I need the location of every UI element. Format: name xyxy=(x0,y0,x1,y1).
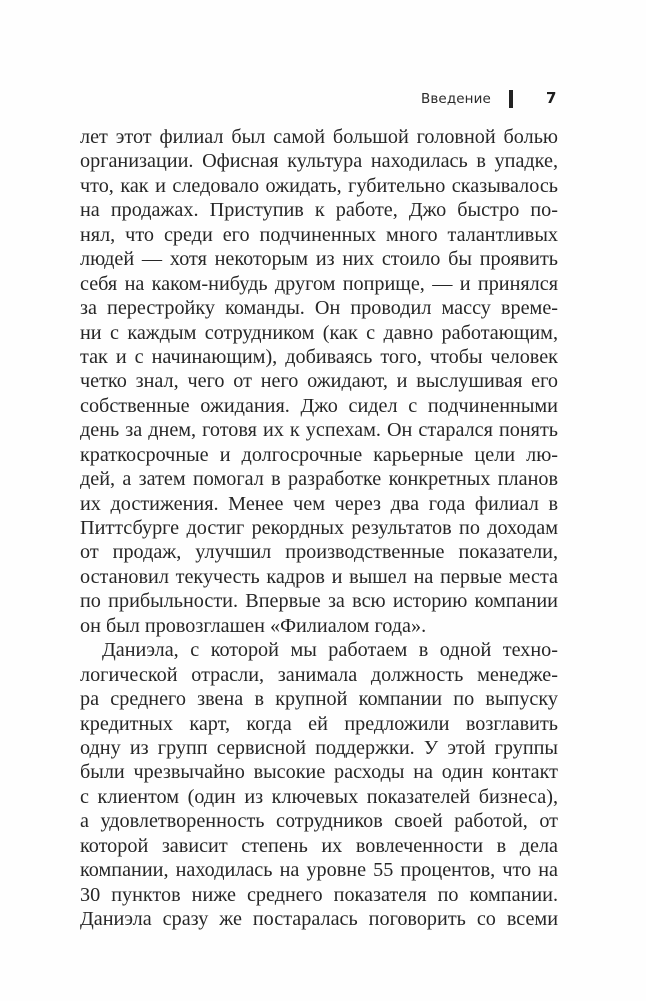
text-line: ра среднего звена в крупной компании по выпуску xyxy=(80,688,558,711)
text-line: от продаж, улучшил производственные показатели, xyxy=(80,541,558,564)
text-line: Даниэла, с которой мы работаем в одной техно- xyxy=(102,639,558,662)
text-line: а удовлетворенность сотрудников своей работой, от xyxy=(80,810,558,833)
text-line: так и с начинающим), добиваясь того, чтобы человек xyxy=(80,345,558,368)
header-divider-bar xyxy=(509,90,513,108)
text-line: себя на каком-нибудь другом поприще, — и принялся xyxy=(80,272,558,295)
text-line: логической отрасли, занимала должность менедже- xyxy=(80,663,558,686)
text-line: по прибыльности. Впервые за всю историю компании xyxy=(80,590,558,613)
text-line: Питтсбурге достиг рекордных результатов по доходам xyxy=(80,517,558,539)
text-line: день за днем, готовя их к успехам. Он старался понять xyxy=(80,419,558,442)
text-line: за перестройку команды. Он проводил массу време- xyxy=(80,297,558,320)
text-line: организации. Офисная культура находилась в упадке, xyxy=(80,150,558,173)
text-line: были чрезвычайно высокие расходы на один контакт xyxy=(80,761,558,784)
text-line: нял, что среди его подчиненных много талантливых xyxy=(80,223,558,246)
text-line: остановил текучесть кадров и вышел на первые места xyxy=(80,565,558,588)
paragraph-2 xyxy=(80,638,558,931)
text-line: на продажах. Приступив к работе, Джо быстро по- xyxy=(80,199,558,222)
text-line: лет этот филиал был самой большой головной болью xyxy=(80,126,558,148)
text-line: четко знал, чего от него ожидают, и выслушивая его xyxy=(80,370,558,393)
paragraph-1 xyxy=(80,125,558,638)
text-line: их достижения. Менее чем через два года филиал в xyxy=(80,492,558,515)
text-line: он был провозглашен «Филиалом года». xyxy=(80,614,427,637)
text-line: кредитных карт, когда ей предложили возглавить xyxy=(80,712,558,735)
text-line: краткосрочные и долгосрочные карьерные цели лю- xyxy=(80,443,558,466)
section-title: Введение xyxy=(421,91,491,107)
running-head xyxy=(0,88,646,112)
text-line: Даниэла сразу же постаралась поговорить со всеми xyxy=(80,908,558,930)
text-line: с клиентом (один из ключевых показателей бизнеса), xyxy=(80,785,558,808)
page-number: 7 xyxy=(546,89,557,107)
text-line: компании, находилась на уровне 55 процентов, что на xyxy=(80,859,558,882)
text-line: ни с каждым сотрудником (как с давно работающим, xyxy=(80,321,558,344)
body-text xyxy=(80,125,558,931)
text-line: дей, а затем помогал в разработке конкретных планов xyxy=(80,468,558,491)
text-line: 30 пунктов ниже среднего показателя по компании. xyxy=(80,883,558,906)
text-line: людей — хотя некоторым из них стоило бы проявить xyxy=(80,248,558,271)
text-line: одну из групп сервисной поддержки. У этой группы xyxy=(80,736,558,759)
text-line: собственные ожидания. Джо сидел с подчиненными xyxy=(80,394,558,417)
text-line: что, как и следовало ожидать, губительно сказывалось xyxy=(80,174,558,197)
text-line: которой зависит степень их вовлеченности в дела xyxy=(80,834,558,857)
